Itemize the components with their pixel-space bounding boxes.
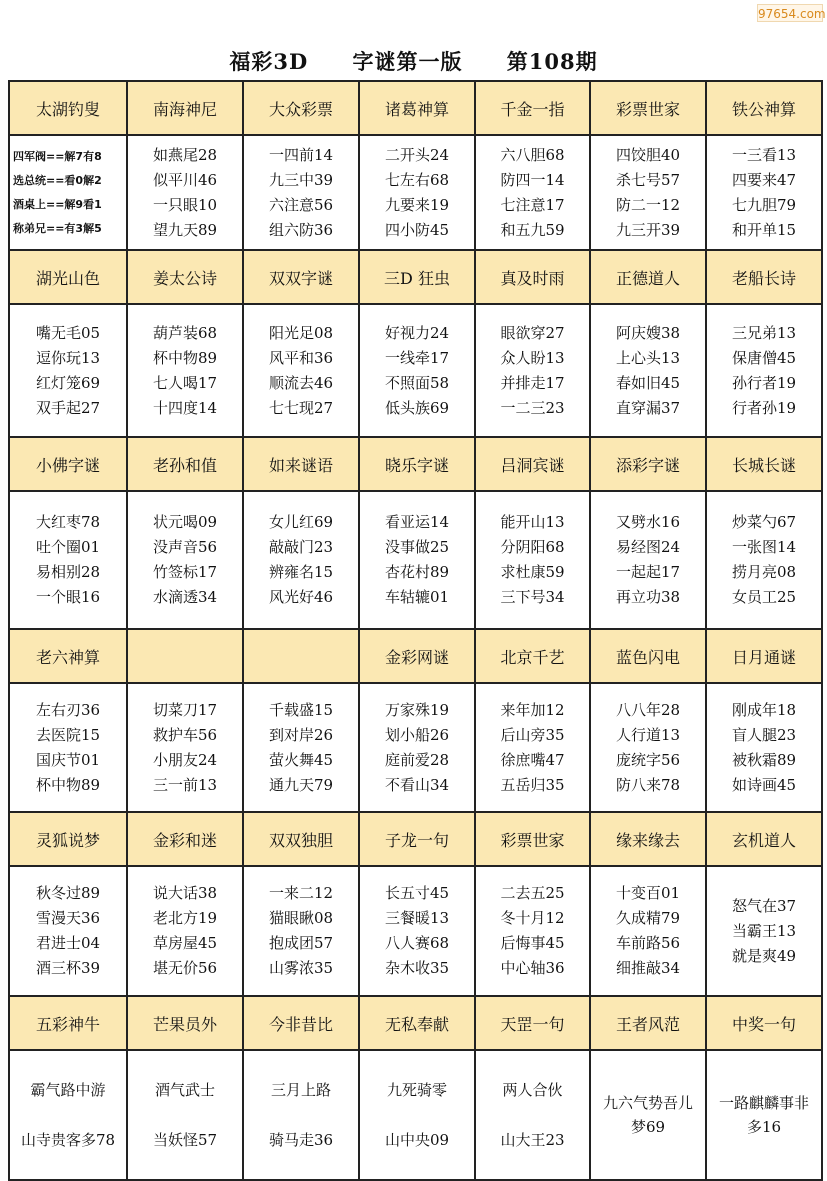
riddle-line: 长五寸45 [384, 884, 450, 902]
riddle-line: 万家殊19 [384, 700, 450, 719]
riddle-cell [243, 491, 359, 629]
column-header: 五彩神牛 [9, 996, 127, 1050]
riddle-line: 霸气路中游 [30, 1081, 106, 1099]
title-issue: 第108期 [506, 49, 598, 74]
riddle-line: 捞月亮08 [731, 563, 797, 581]
riddle-line: 状元喝09 [152, 513, 218, 531]
riddle-cell [590, 866, 706, 996]
riddle-cell [359, 491, 475, 629]
riddle-line: 风平和36 [268, 348, 334, 367]
riddle-line: 易相别28 [35, 563, 101, 581]
riddle-cell [590, 304, 706, 437]
riddle-line: 春如旧45 [615, 373, 681, 392]
riddle-line: 不看山34 [384, 775, 450, 794]
riddle-line: 防八来78 [615, 775, 681, 794]
riddle-line: 杀七号57 [615, 170, 681, 189]
riddle-line: 山雾浓35 [268, 959, 334, 977]
riddle-cell [9, 491, 127, 629]
header-row [9, 996, 822, 1050]
riddle-line: 一只眼10 [152, 195, 218, 214]
riddle-line: 竹签标17 [152, 563, 218, 581]
riddle-line: 草房屋45 [152, 934, 218, 952]
riddle-cell [359, 135, 475, 250]
riddle-cell [243, 135, 359, 250]
riddle-line: 到对岸26 [268, 725, 334, 744]
riddle-cell [9, 304, 127, 437]
riddle-line: 一个眼16 [35, 588, 101, 606]
column-header: 北京千艺 [475, 629, 590, 683]
riddle-line: 山寺贵客多78 [20, 1131, 116, 1149]
riddle-cell [243, 683, 359, 812]
riddle-line: 能开山13 [500, 513, 565, 531]
riddle-line: 杂木收35 [384, 959, 450, 977]
riddle-line: 女员工25 [731, 588, 797, 606]
riddle-cell [359, 304, 475, 437]
riddle-line: 四饺胆40 [615, 145, 681, 164]
riddle-line: 去医院15 [35, 725, 101, 744]
column-header: 子龙一句 [359, 812, 475, 866]
header-row [9, 437, 822, 491]
column-header: 中奖一句 [706, 996, 822, 1050]
riddle-line: 八八年28 [615, 700, 681, 719]
riddle-line: 酒三杯39 [35, 959, 101, 977]
riddle-line: 酒气武士 [154, 1081, 215, 1099]
riddle-line: 嘴无毛05 [35, 323, 101, 342]
riddle-line: 六八胆68 [500, 145, 565, 164]
riddle-cell [590, 491, 706, 629]
riddle-line: 后山旁35 [500, 725, 565, 744]
column-header: 晓乐字谜 [359, 437, 475, 491]
riddle-line: 杯中物89 [35, 775, 101, 794]
riddle-cell [590, 683, 706, 812]
column-header: 如来谜语 [243, 437, 359, 491]
riddle-line: 徐庶嘴47 [500, 750, 565, 769]
riddle-cell [127, 304, 243, 437]
riddle-line: 划小船26 [384, 725, 450, 744]
riddle-line: 车轱辘01 [384, 588, 450, 606]
riddle-line: 四军阀==解7有8 [13, 149, 102, 163]
riddle-line: 三餐暖13 [384, 909, 450, 927]
riddle-line: 左右刃36 [35, 700, 101, 719]
riddle-cell [359, 1050, 475, 1180]
riddle-line: 又劈水16 [615, 513, 681, 531]
riddle-cell [475, 1050, 590, 1180]
riddle-line: 小朋友24 [152, 750, 218, 769]
column-header: 长城长谜 [706, 437, 822, 491]
riddle-cell [475, 304, 590, 437]
riddle-cell [243, 866, 359, 996]
column-header: 湖光山色 [9, 250, 127, 304]
riddle-line: 救护车56 [152, 725, 218, 744]
riddle-line: 三下号34 [500, 588, 565, 606]
riddle-line: 杏花村89 [384, 563, 450, 581]
riddle-line: 众人盼13 [500, 348, 565, 367]
column-header: 老船长诗 [706, 250, 822, 304]
riddle-row [9, 135, 822, 250]
header-row [9, 629, 822, 683]
column-header: 金彩网谜 [359, 629, 475, 683]
column-header: 姜太公诗 [127, 250, 243, 304]
riddle-line: 八人赛68 [384, 934, 450, 952]
riddle-cell [590, 1050, 706, 1180]
column-header: 彩票世家 [590, 81, 706, 135]
riddle-line: 一二三23 [500, 398, 565, 417]
riddle-line: 酒桌上==解9看1 [13, 197, 102, 211]
riddle-cell [127, 491, 243, 629]
riddle-line: 一张图14 [731, 538, 797, 556]
riddle-line: 山中央09 [384, 1131, 450, 1149]
riddle-line: 来年加12 [500, 700, 565, 719]
riddle-cell [475, 135, 590, 250]
riddle-line: 被秋霜89 [731, 750, 797, 769]
column-header: 三D 狂虫 [359, 250, 475, 304]
riddle-cell [127, 135, 243, 250]
column-header: 彩票世家 [475, 812, 590, 866]
riddle-line: 七九胆79 [731, 195, 797, 214]
riddle-row [9, 1050, 822, 1180]
riddle-line: 风光好46 [268, 588, 334, 606]
column-header: 添彩字谜 [590, 437, 706, 491]
riddle-line: 女儿红69 [268, 513, 334, 531]
column-header: 小佛字谜 [9, 437, 127, 491]
riddle-line: 九三开39 [615, 220, 681, 239]
riddle-cell [9, 866, 127, 996]
riddle-line: 三月上路 [270, 1081, 331, 1099]
riddle-line: 一来二12 [268, 884, 334, 902]
riddle-line: 一四前14 [268, 145, 334, 164]
riddle-row [9, 304, 822, 437]
riddle-cell [127, 1050, 243, 1180]
riddle-line: 三兄弟13 [731, 323, 797, 342]
riddle-line: 切菜刀17 [152, 700, 218, 719]
riddle-line: 庭前爱28 [384, 750, 450, 769]
riddle-line: 通九天79 [268, 775, 334, 794]
riddle-line: 后悔事45 [500, 934, 565, 952]
riddle-line: 六注意56 [268, 195, 334, 214]
column-header: 老六神算 [9, 629, 127, 683]
riddle-line: 一三看13 [731, 145, 797, 164]
riddle-line: 老北方19 [152, 909, 218, 927]
riddle-cell [127, 866, 243, 996]
title-edition: 字谜第一版 [352, 49, 463, 74]
riddle-line: 冬十月12 [500, 909, 565, 927]
riddle-line: 二开头24 [384, 145, 450, 164]
column-header: 南海神尼 [127, 81, 243, 135]
riddle-line: 二去五25 [500, 884, 565, 902]
riddle-line: 再立功38 [615, 588, 681, 606]
riddle-cell [243, 304, 359, 437]
column-header: 灵狐说梦 [9, 812, 127, 866]
column-header: 吕洞宾谜 [475, 437, 590, 491]
riddle-line: 盲人腿23 [731, 725, 797, 744]
riddle-line: 中心轴36 [500, 959, 565, 977]
column-header: 缘来缘去 [590, 812, 706, 866]
riddle-cell [475, 491, 590, 629]
riddle-line: 堪无价56 [152, 959, 218, 977]
riddle-line: 骑马走36 [268, 1131, 334, 1149]
riddle-line: 十四度14 [152, 398, 218, 417]
riddle-cell [590, 135, 706, 250]
column-header: 太湖钓叟 [9, 81, 127, 135]
column-header [127, 629, 243, 683]
riddle-line: 阿庆嫂38 [615, 323, 681, 342]
column-header: 铁公神算 [706, 81, 822, 135]
riddle-line: 萤火舞45 [268, 750, 334, 769]
riddle-line: 吐个圈01 [35, 538, 101, 556]
column-header: 真及时雨 [475, 250, 590, 304]
riddle-line: 没声音56 [152, 538, 218, 556]
riddle-line: 求杜康59 [500, 563, 565, 581]
riddle-line: 一线牵17 [384, 348, 450, 367]
riddle-line: 低头族69 [384, 398, 450, 417]
riddle-line: 一路麒麟事非多16 [718, 1094, 809, 1136]
riddle-line: 行者孙19 [731, 398, 797, 417]
riddle-line: 一起起17 [615, 563, 681, 581]
riddle-line: 九三中39 [268, 170, 334, 189]
column-header: 日月通谜 [706, 629, 822, 683]
riddle-line: 刚成年18 [731, 700, 797, 719]
column-header: 无私奉献 [359, 996, 475, 1050]
riddle-table [8, 80, 823, 1181]
riddle-row [9, 683, 822, 812]
riddle-line: 山大王23 [500, 1131, 565, 1149]
column-header [243, 629, 359, 683]
riddle-cell [706, 683, 822, 812]
riddle-line: 不照面58 [384, 373, 450, 392]
riddle-line: 好视力24 [384, 323, 450, 342]
riddle-line: 似平川46 [152, 170, 218, 189]
riddle-line: 孙行者19 [731, 373, 797, 392]
riddle-line: 水滴透34 [152, 588, 218, 606]
riddle-line: 选总统==看0解2 [13, 173, 102, 187]
riddle-line: 并排走17 [500, 373, 565, 392]
riddle-cell [243, 1050, 359, 1180]
riddle-line: 敲敲门23 [268, 538, 334, 556]
riddle-line: 久成精79 [615, 909, 681, 927]
riddle-line: 国庆节01 [35, 750, 101, 769]
riddle-line: 和开单15 [731, 220, 797, 239]
riddle-cell [475, 683, 590, 812]
riddle-line: 车前路56 [615, 934, 681, 952]
riddle-line: 九六气势吾儿梦69 [602, 1094, 693, 1136]
riddle-line: 称弟兄==有3解5 [13, 221, 102, 235]
riddle-line: 炒菜勺67 [731, 513, 797, 531]
riddle-line: 三一前13 [152, 775, 218, 794]
riddle-line: 和五九59 [500, 220, 565, 239]
riddle-line: 看亚运14 [384, 513, 450, 531]
title-brand: 福彩3D [229, 49, 309, 74]
riddle-row [9, 866, 822, 996]
column-header: 玄机道人 [706, 812, 822, 866]
riddle-line: 庞统字56 [615, 750, 681, 769]
riddle-cell [706, 1050, 822, 1180]
riddle-line: 葫芦装68 [152, 323, 218, 342]
riddle-cell [706, 135, 822, 250]
riddle-cell [9, 1050, 127, 1180]
riddle-line: 保唐僧45 [731, 348, 797, 367]
riddle-line: 没事做25 [384, 538, 450, 556]
column-header: 双双独胆 [243, 812, 359, 866]
riddle-cell [706, 304, 822, 437]
riddle-line: 如诗画45 [731, 775, 797, 794]
riddle-line: 七七现27 [268, 398, 334, 417]
riddle-line: 杯中物89 [152, 348, 218, 367]
riddle-cell [9, 683, 127, 812]
riddle-line: 九死骑零 [386, 1081, 447, 1099]
riddle-line: 就是爽49 [731, 946, 797, 965]
riddle-line: 四要来47 [731, 170, 797, 189]
column-header: 正德道人 [590, 250, 706, 304]
page-title [0, 46, 827, 76]
riddle-line: 七注意17 [500, 195, 565, 214]
riddle-line: 眼欲穿27 [500, 323, 565, 342]
riddle-line: 猫眼瞅08 [268, 909, 334, 927]
riddle-line: 直穿漏37 [615, 398, 681, 417]
riddle-line: 阳光足08 [268, 323, 334, 342]
riddle-line: 如燕尾28 [152, 145, 218, 164]
riddle-line: 红灯笼69 [35, 373, 101, 392]
column-header: 千金一指 [475, 81, 590, 135]
riddle-cell [359, 683, 475, 812]
riddle-line: 易经图24 [615, 538, 681, 556]
riddle-line: 秋冬过89 [35, 884, 101, 902]
riddle-line: 当霸王13 [731, 921, 797, 940]
riddle-cell [9, 135, 127, 250]
header-row [9, 812, 822, 866]
riddle-line: 七左右68 [384, 170, 450, 189]
riddle-line: 七人喝17 [152, 373, 218, 392]
column-header: 老孙和值 [127, 437, 243, 491]
riddle-line: 四小防45 [384, 220, 450, 239]
riddle-line: 两人合伙 [502, 1081, 563, 1099]
column-header: 芒果员外 [127, 996, 243, 1050]
riddle-line: 九要来19 [384, 195, 450, 214]
riddle-line: 细推敲34 [615, 959, 681, 977]
riddle-line: 分阴阳68 [500, 538, 565, 556]
site-watermark: 97654.com [757, 4, 823, 22]
column-header: 天罡一句 [475, 996, 590, 1050]
column-header: 诸葛神算 [359, 81, 475, 135]
riddle-row [9, 491, 822, 629]
column-header: 蓝色闪电 [590, 629, 706, 683]
riddle-line: 雪漫天36 [35, 909, 101, 927]
riddle-line: 顺流去46 [268, 373, 334, 392]
column-header: 金彩和迷 [127, 812, 243, 866]
riddle-cell [475, 866, 590, 996]
riddle-line: 说大话38 [152, 884, 218, 902]
riddle-cell [706, 491, 822, 629]
riddle-line: 望九天89 [152, 220, 218, 239]
header-row [9, 250, 822, 304]
riddle-line: 逗你玩13 [35, 348, 101, 367]
riddle-line: 君进士04 [35, 934, 101, 952]
riddle-line: 上心头13 [615, 348, 681, 367]
riddle-line: 防四一14 [500, 170, 565, 189]
riddle-line: 当妖怪57 [152, 1131, 218, 1149]
riddle-cell [706, 866, 822, 996]
riddle-line: 辨雍名15 [268, 563, 334, 581]
riddle-line: 大红枣78 [35, 513, 101, 531]
riddle-line: 防二一12 [615, 195, 681, 214]
riddle-line: 双手起27 [35, 398, 101, 417]
header-row [9, 81, 822, 135]
column-header: 王者风范 [590, 996, 706, 1050]
riddle-line: 怒气在37 [731, 896, 797, 915]
riddle-line: 五岳归35 [500, 775, 565, 794]
riddle-line: 抱成团57 [268, 934, 334, 952]
riddle-cell [359, 866, 475, 996]
column-header: 今非昔比 [243, 996, 359, 1050]
column-header: 大众彩票 [243, 81, 359, 135]
riddle-line: 组六防36 [268, 220, 334, 239]
riddle-line: 人行道13 [615, 725, 681, 744]
column-header: 双双字谜 [243, 250, 359, 304]
riddle-line: 十变百01 [615, 884, 681, 902]
riddle-line: 千载盛15 [268, 700, 334, 719]
riddle-cell [127, 683, 243, 812]
